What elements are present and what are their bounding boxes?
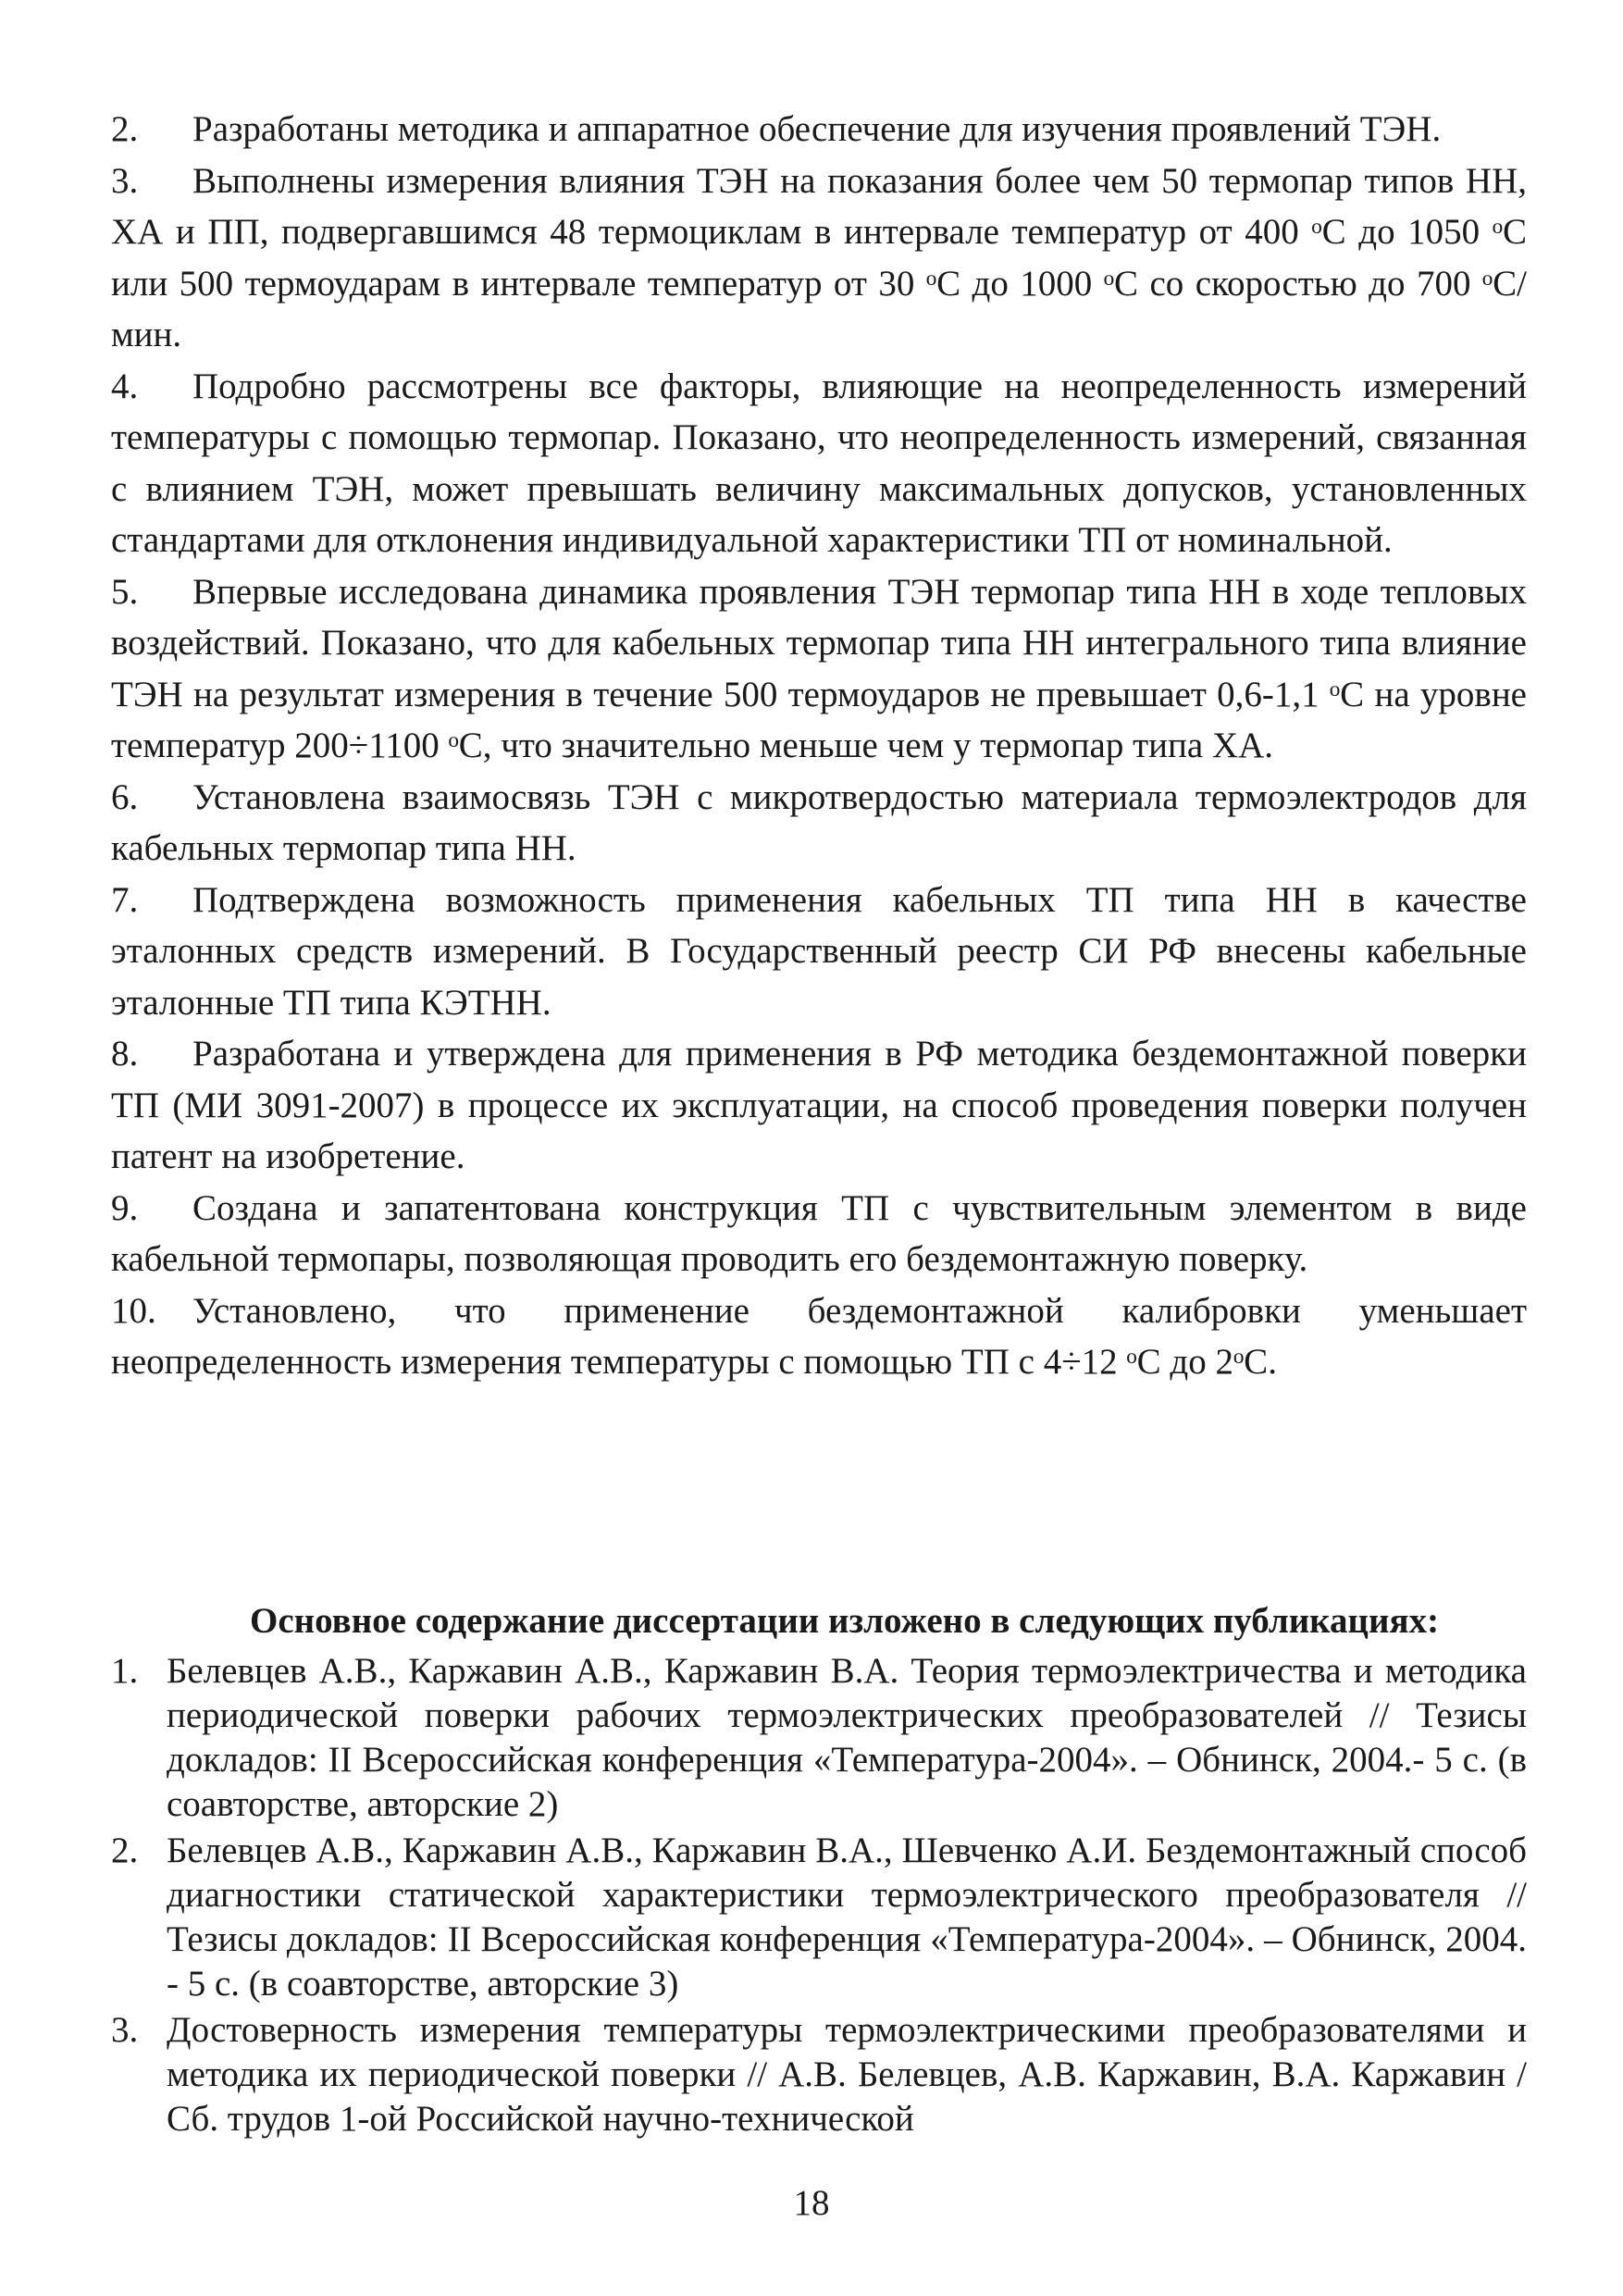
item-text: Разработаны методика и аппаратное обеспечение для изучения проявлений ТЭН. bbox=[192, 109, 1442, 149]
page-number: 18 bbox=[793, 2183, 830, 2223]
item-text: Впервые исследована динамика проявления ТЭН термопар типа НН в ходе тепловых воздействий. Показано, что для кабельных термопар типа НН интегрального типа влияние ТЭН на результат измерения в течение 500 термоударов не превышает 0,6-1,1 ᵒС на уровне температур 200÷1100 ᵒС, что значительно меньше чем у термопар типа ХА. bbox=[111, 571, 1527, 765]
conclusions-list bbox=[111, 104, 1527, 1388]
item-number: 9. bbox=[111, 1187, 139, 1228]
conclusion-item bbox=[111, 104, 1527, 155]
conclusion-item bbox=[111, 566, 1527, 772]
publication-number: 3. bbox=[111, 2010, 139, 2050]
publication-item bbox=[111, 1829, 1527, 2006]
item-number: 3. bbox=[111, 160, 139, 201]
publication-text: Белевцев А.В., Каржавин А.В., Каржавин В.А. Теория термоэлектричества и методика периодической поверки рабочих термоэлектрических преобразователей // Тезисы докладов: II Всероссийская конференция «Температура-2004». – Обнинск, 2004.- 5 с. (в соавторстве, авторские 2) bbox=[167, 1651, 1527, 1824]
item-text: Создана и запатентована конструкция ТП с чувствительным элементом в виде кабельной термопары, позволяющая проводить его бездемонтажную поверку. bbox=[111, 1187, 1527, 1279]
item-text: Разработана и утверждена для применения в РФ методика бездемонтажной поверки ТП (МИ 3091-2007) в процессе их эксплуатации, на способ проведения поверки получен патент на изобретение. bbox=[111, 1034, 1527, 1176]
conclusion-item bbox=[111, 1028, 1527, 1183]
conclusion-item bbox=[111, 1285, 1527, 1388]
publication-number: 2. bbox=[111, 1831, 139, 1870]
item-number: 8. bbox=[111, 1034, 139, 1074]
item-number: 6. bbox=[111, 776, 139, 817]
conclusion-item bbox=[111, 1183, 1527, 1285]
item-number: 10. bbox=[111, 1290, 156, 1331]
item-number: 2. bbox=[111, 109, 139, 149]
item-number: 5. bbox=[111, 571, 139, 612]
publication-text: Белевцев А.В., Каржавин А.В., Каржавин В.А., Шевченко А.И. Бездемонтажный способ диагностики статической характеристики термоэлектрического преобразователя // Тезисы докладов: II Всероссийская конференция «Температура-2004». – Обнинск, 2004. - 5 с. (в соавторстве, авторские 3) bbox=[167, 1831, 1527, 2004]
conclusion-item bbox=[111, 875, 1527, 1029]
conclusion-item bbox=[111, 155, 1527, 361]
publications-section bbox=[111, 1599, 1527, 2143]
publication-text: Достоверность измерения температуры термоэлектрическими преобразователями и методика их периодической поверки // А.В. Белевцев, А.В. Каржавин, В.А. Каржавин / Сб. трудов 1-ой Российской научно-технической bbox=[167, 2010, 1527, 2139]
item-text: Подробно рассмотрены все факторы, влияющие на неопределенность измерений температуры с помощью термопар. Показано, что неопределенность измерений, связанная с влиянием ТЭН, может превышать величину максимальных допусков, установленных стандартами для отклонения индивидуальной характеристики ТП от номинальной. bbox=[111, 366, 1527, 560]
item-text: Установлено, что применение бездемонтажной калибровки уменьшает неопределенность измерения температуры с помощью ТП с 4÷12 ᵒС до 2ᵒС. bbox=[111, 1290, 1527, 1382]
conclusion-item bbox=[111, 361, 1527, 566]
publication-item bbox=[111, 2008, 1527, 2141]
item-text: Подтверждена возможность применения кабельных ТП типа НН в качестве эталонных средств измерений. В Государственный реестр СИ РФ внесены кабельные эталонные ТП типа КЭТНН. bbox=[111, 879, 1527, 1023]
publication-item bbox=[111, 1649, 1527, 1827]
item-text: Установлена взаимосвязь ТЭН с микротвердостью материала термоэлектродов для кабельных термопар типа НН. bbox=[111, 776, 1527, 868]
publications-heading: Основное содержание диссертации изложено в следующих публикациях: bbox=[250, 1601, 1440, 1641]
conclusion-item bbox=[111, 772, 1527, 875]
item-number: 4. bbox=[111, 366, 139, 406]
item-text: Выполнены измерения влияния ТЭН на показания более чем 50 термопар типов НН, ХА и ПП, подвергавшимся 48 термоциклам в интервале температур от 400 ᵒС до 1050 ᵒС или 500 термоударам в интервале температур от 30 ᵒС до 1000 ᵒС со скоростью до 700 ᵒС/мин. bbox=[111, 160, 1527, 354]
item-number: 7. bbox=[111, 879, 139, 920]
publication-number: 1. bbox=[111, 1651, 139, 1691]
